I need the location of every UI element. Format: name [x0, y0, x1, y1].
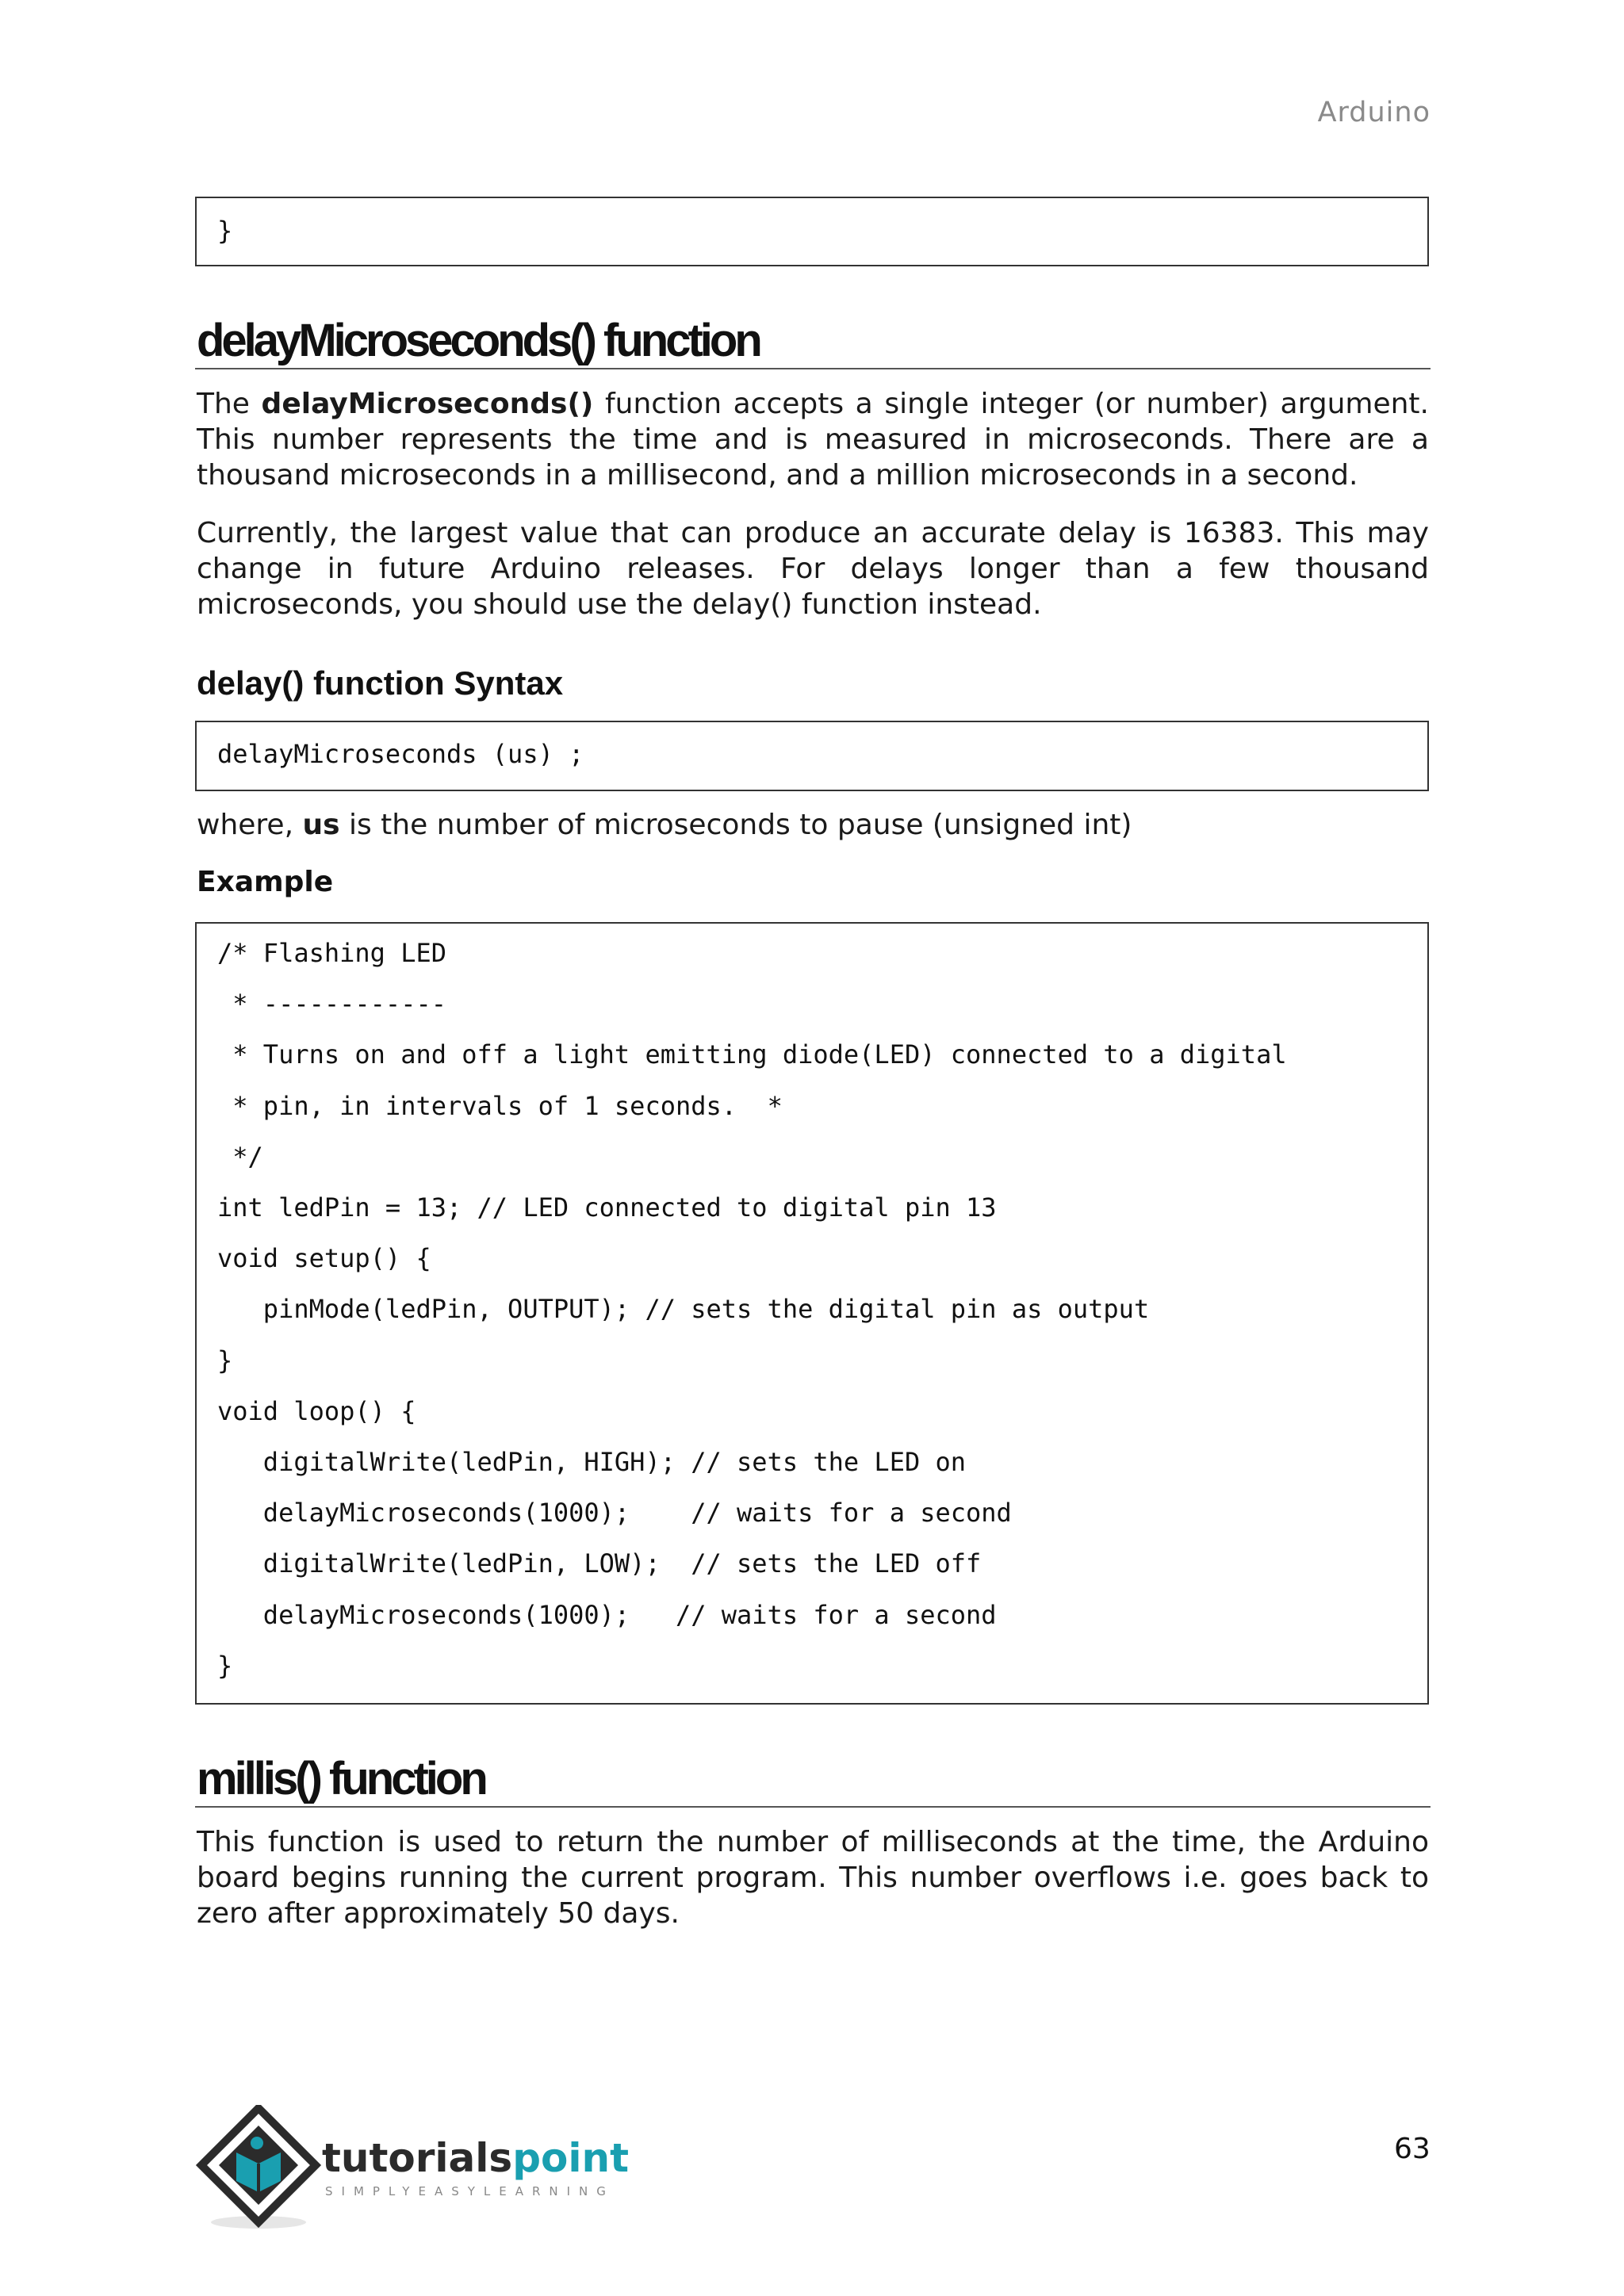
code-line: /* Flashing LED: [217, 938, 446, 968]
para-text: function accepts a single integer (or number) argument. This number represents the time and is measured in microseconds. There are a thousand microseconds in a millisecond, and a million microseconds in a second.: [197, 388, 1429, 492]
section-heading-delaymicroseconds: delayMicroseconds() function: [197, 315, 760, 366]
tutorialspoint-logo: [195, 2105, 639, 2232]
code-line: digitalWrite(ledPin, HIGH); // sets the LED on: [217, 1447, 967, 1477]
para-text: The: [197, 388, 262, 420]
logo-wordmark: tutorialspoint: [322, 2135, 629, 2181]
code-line: digitalWrite(ledPin, LOW); // sets the LED off: [217, 1548, 982, 1579]
page-number: 63: [1394, 2133, 1431, 2165]
code-line: }: [217, 1345, 233, 1376]
code-line: delayMicroseconds(1000); // waits for a second: [217, 1599, 997, 1630]
code-line: pinMode(ledPin, OUTPUT); // sets the digital pin as output: [217, 1294, 1150, 1325]
heading-rule: [195, 1806, 1431, 1808]
paragraph-limits: Currently, the largest value that can produce an accurate delay is 16383. This may change in future Arduino releases. For delays longer than a few thousand microseconds, you should use the delay() function instead.: [197, 517, 1429, 621]
param-name-bold: us: [302, 809, 340, 841]
paragraph-intro: [197, 386, 1429, 493]
paragraph-millis: This function is used to return the number of milliseconds at the time, the Arduino board begins running the current program. This number overflows i.e. goes back to zero after approximately 50 days.: [197, 1826, 1429, 1930]
para-text: where,: [197, 809, 303, 841]
section-heading-millis: millis() function: [197, 1753, 485, 1804]
function-name-bold: delayMicroseconds(): [261, 388, 594, 420]
code-line: void setup() {: [217, 1243, 431, 1274]
logo-tagline: SIMPLYEASYLEARNING: [325, 2184, 615, 2198]
syntax-heading: delay() function Syntax: [197, 664, 564, 702]
code-line: }: [217, 1650, 233, 1681]
para-text: is the number of microseconds to pause (unsigned int): [339, 809, 1132, 841]
example-label: Example: [197, 866, 334, 898]
code-line: * ------------: [217, 989, 446, 1020]
code-line: }: [217, 216, 233, 246]
paragraph-where: [197, 807, 1429, 843]
heading-rule: [195, 368, 1431, 369]
code-line: int ledPin = 13; // LED connected to digital pin 13: [217, 1192, 997, 1223]
person-head-icon: [251, 2137, 263, 2149]
code-line: */: [217, 1141, 263, 1172]
code-line: delayMicroseconds (us) ;: [217, 739, 584, 769]
code-block-continuation: [195, 197, 1429, 266]
code-line: void loop() {: [217, 1395, 416, 1426]
code-line: * Turns on and off a light emitting diode(LED) connected to a digital: [217, 1039, 1287, 1070]
code-line: * pin, in intervals of 1 seconds. *: [217, 1090, 783, 1121]
logo-graphic: [195, 2105, 639, 2232]
running-header: Arduino: [1317, 97, 1431, 128]
example-code-block: [195, 922, 1429, 1705]
code-line: delayMicroseconds(1000); // waits for a second: [217, 1498, 1012, 1529]
syntax-code-block: [195, 721, 1429, 791]
